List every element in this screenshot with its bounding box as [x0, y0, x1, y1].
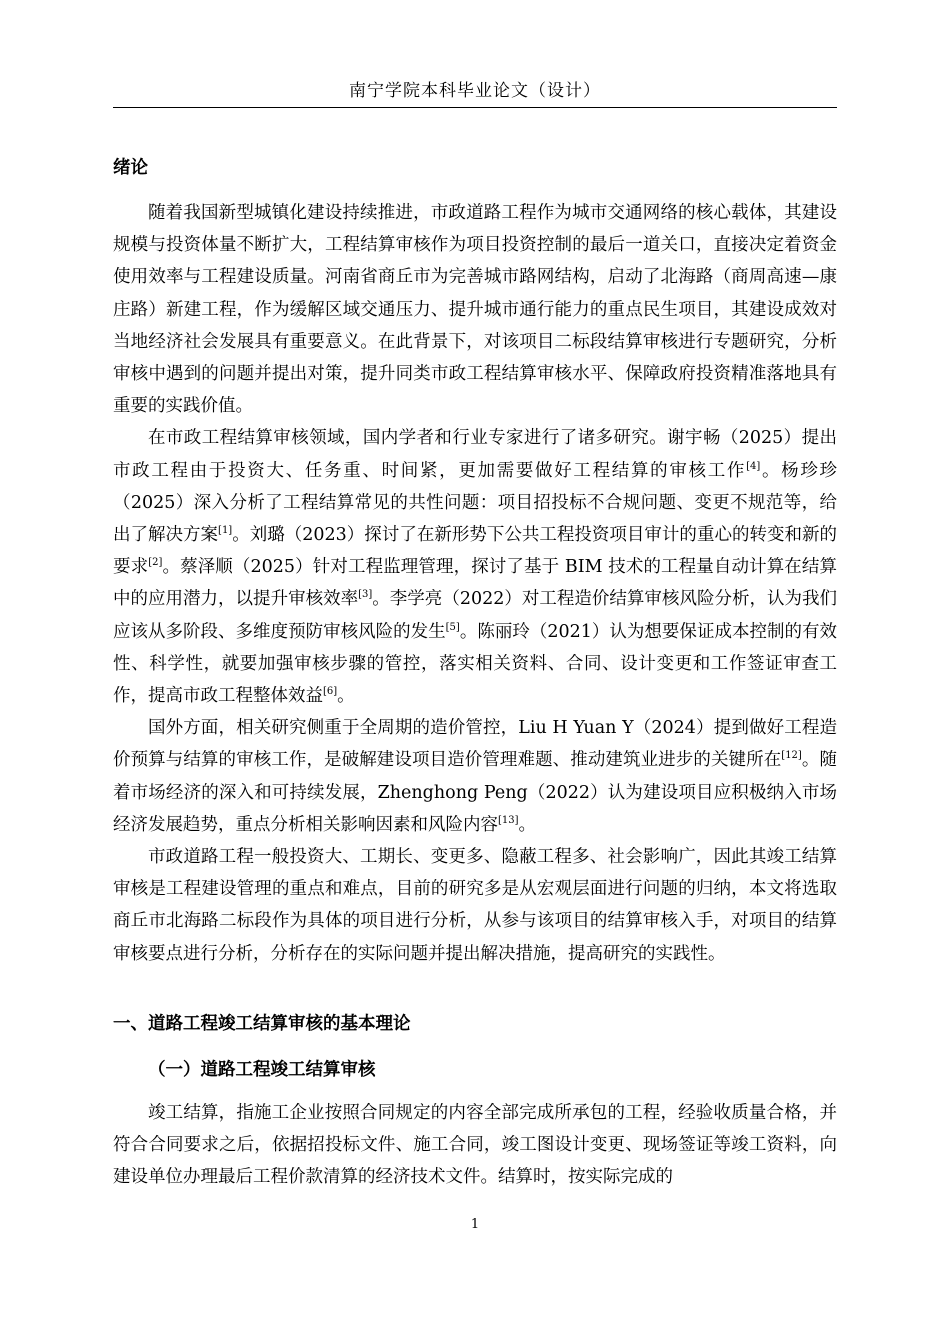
citation-ref: [4]	[746, 460, 761, 472]
paragraph-text: 。刘璐（2023）探讨了在新形势下公共工程投资项目审计的重心的转变和新的要求	[113, 525, 837, 578]
page-number: 1	[470, 1217, 480, 1232]
subsection-1-1-heading: （一）道路工程竣工结算审核	[148, 1059, 376, 1080]
intro-paragraphs	[113, 197, 837, 970]
citation-ref: [12]	[781, 750, 802, 762]
paragraph-text: 。	[518, 814, 537, 835]
citation-ref: [2]	[148, 557, 163, 569]
paragraph-text: 。蔡泽顺（2025）针对工程监理管理，探讨了基于 BIM 技术的工程量自动计算在结算中的应用潜力，以提升审核效率	[113, 557, 838, 610]
paragraph-text: 。陈丽玲（2021）认为想要保证成本控制的有效性、科学性，就要加强审核步骤的管控，落实相关资料、合同、设计变更和工作签证审查工作，提高市政工程整体效益	[113, 621, 837, 707]
paragraph-text: 在市政工程结算审核领域，国内学者和行业专家进行了诸多研究。谢宇畅（2025）提出市政工程由于投资大、任务重、时间紧，更加需要做好工程结算的审核工作	[113, 428, 837, 481]
citation-ref: [6]	[323, 686, 338, 698]
citation-ref: [5]	[445, 621, 460, 633]
section-1-heading: 一、道路工程竣工结算审核的基本理论	[113, 1013, 411, 1034]
paragraph-text: 市政道路工程一般投资大、工期长、变更多、隐蔽工程多、社会影响广，因此其竣工结算审核是工程建设管理的重点和难点，目前的研究多是从宏观层面进行问题的归纳，本文将选取商丘市北海路二标段作为具体的项目进行分析，从参与该项目的结算审核入手，对项目的结算审核要点进行分析，分析存在的实际问题并提出解决措施，提高研究的实践性。	[113, 847, 837, 964]
paragraph	[113, 197, 837, 422]
paragraph-text: 。	[337, 686, 355, 707]
running-header: 南宁学院本科毕业论文（设计）	[113, 76, 837, 108]
intro-heading: 绪论	[113, 158, 148, 178]
paragraph	[113, 712, 837, 841]
paragraph-text: 。随着市场经济的深入和可持续发展，Zhenghong Peng（2022）认为建设项目应积极纳入市场经济发展趋势，重点分析相关影响因素和风险内容	[113, 750, 838, 835]
document-body	[113, 152, 837, 1193]
citation-ref: [3]	[358, 589, 373, 601]
paragraph-text: 国外方面，相关研究侧重于全周期的造价管控，Liu H Yuan Y（2024）提到做好工程造价预算与结算的审核工作，是破解建设项目造价管理难题、推动建筑业进步的关键所在	[113, 718, 837, 771]
paragraph	[113, 422, 837, 712]
paragraph-text: 。杨珍珍（2025）深入分析了工程结算常见的共性问题：项目招投标不合规问题、变更不规范等，给出了解决方案	[113, 460, 838, 546]
citation-ref: [13]	[498, 815, 519, 827]
paragraph	[113, 841, 837, 970]
citation-ref: [1]	[218, 525, 233, 537]
paragraph: 竣工结算，指施工企业按照合同规定的内容全部完成所承包的工程，经验收质量合格，并符合合同要求之后，依据招投标文件、施工合同，竣工图设计变更、现场签证等竣工资料，向建设单位办理最后工程价款清算的经济技术文件。结算时，按实际完成的	[113, 1102, 837, 1188]
paragraph-text: 随着我国新型城镇化建设持续推进，市政道路工程作为城市交通网络的核心载体，其建设规模与投资体量不断扩大，工程结算审核作为项目投资控制的最后一道关口，直接决定着资金使用效率与工程建设质量。河南省商丘市为完善城市路网结构，启动了北海路（商周高速—康庄路）新建工程，作为缓解区域交通压力、提升城市通行能力的重点民生项目，其建设成效对当地经济社会发展具有重要意义。在此背景下，对该项目二标段结算审核进行专题研究，分析审核中遇到的问题并提出对策，提升同类市政工程结算审核水平、保障政府投资精准落地具有重要的实践价值。	[113, 203, 837, 417]
paragraph-text: 。李学亮（2022）对工程造价结算审核风险分析，认为我们应该从多阶段、多维度预防审核风险的发生	[113, 589, 837, 642]
